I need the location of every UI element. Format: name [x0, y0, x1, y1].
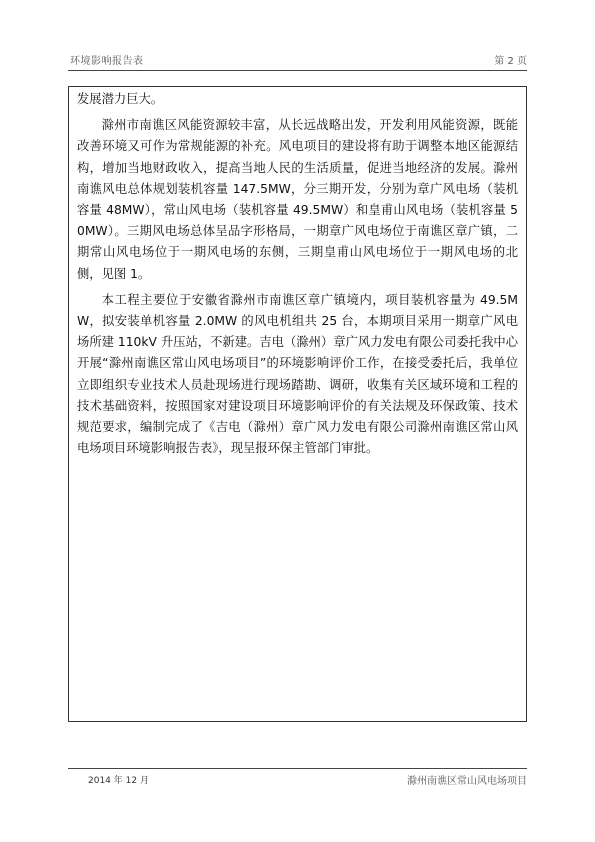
footer-date: 2014 年 12 月: [88, 776, 149, 786]
header-page-number: 第 2 页: [494, 56, 527, 67]
footer-divider: [68, 768, 527, 769]
paragraph-project-overview: 本工程主要位于安徽省滁州市南谯区章广镇境内，项目装机容量为 49.5MW，拟安装单机容量 2.0MW 的风电机组共 25 台，本期项目采用一期章广风电场所建 110kV 升压站，不新建。吉电（滁州）章广风力发电有限公司委托我中心开展“滁州南谯区常山风电场项目”的环境影响评价工作，在接受委托后，我单位立即组织专业技术人员赴现场进行现场踏勘、调研，收集有关区域环境和工程的技术基础资料，按照国家对建设项目环境影响评价的有关法规及环保政策、技术规范要求，编制完成了《吉电（滁州）章广风力发电有限公司滁州南谯区常山风电场项目环境影响报告表》，现呈报环保主管部门审批。: [77, 292, 518, 456]
paragraph-wind-resources: 滁州市南谯区风能资源较丰富，从长远战略出发，开发利用风能资源，既能改善环境又可作为常规能源的补充。风电项目的建设将有助于调整本地区能源结构，增加当地财政收入，提高当地人民的生活质量，促进当地经济的发展。滁州南谯风电总体规划装机容量 147.5MW，分三期开发，分别为章广风电场（装机容量 48MW），常山风电场（装机容量 49.5MW）和皇甫山风电场（装机容量 50MW）。三期风电场总体呈品字形格局，一期章广风电场位于南谯区章广镇，二期常山风电场位于一期风电场的东侧，三期皇甫山风电场位于一期风电场的北侧，见图 1。: [77, 118, 518, 281]
footer-project-name: 滁州南谯区常山风电场项目: [407, 776, 527, 787]
header-document-title: 环境影响报告表: [70, 56, 144, 67]
content-frame: [68, 86, 527, 722]
header-divider: [68, 70, 527, 71]
paragraph-continuation: 发展潜力巨大。: [77, 92, 164, 106]
